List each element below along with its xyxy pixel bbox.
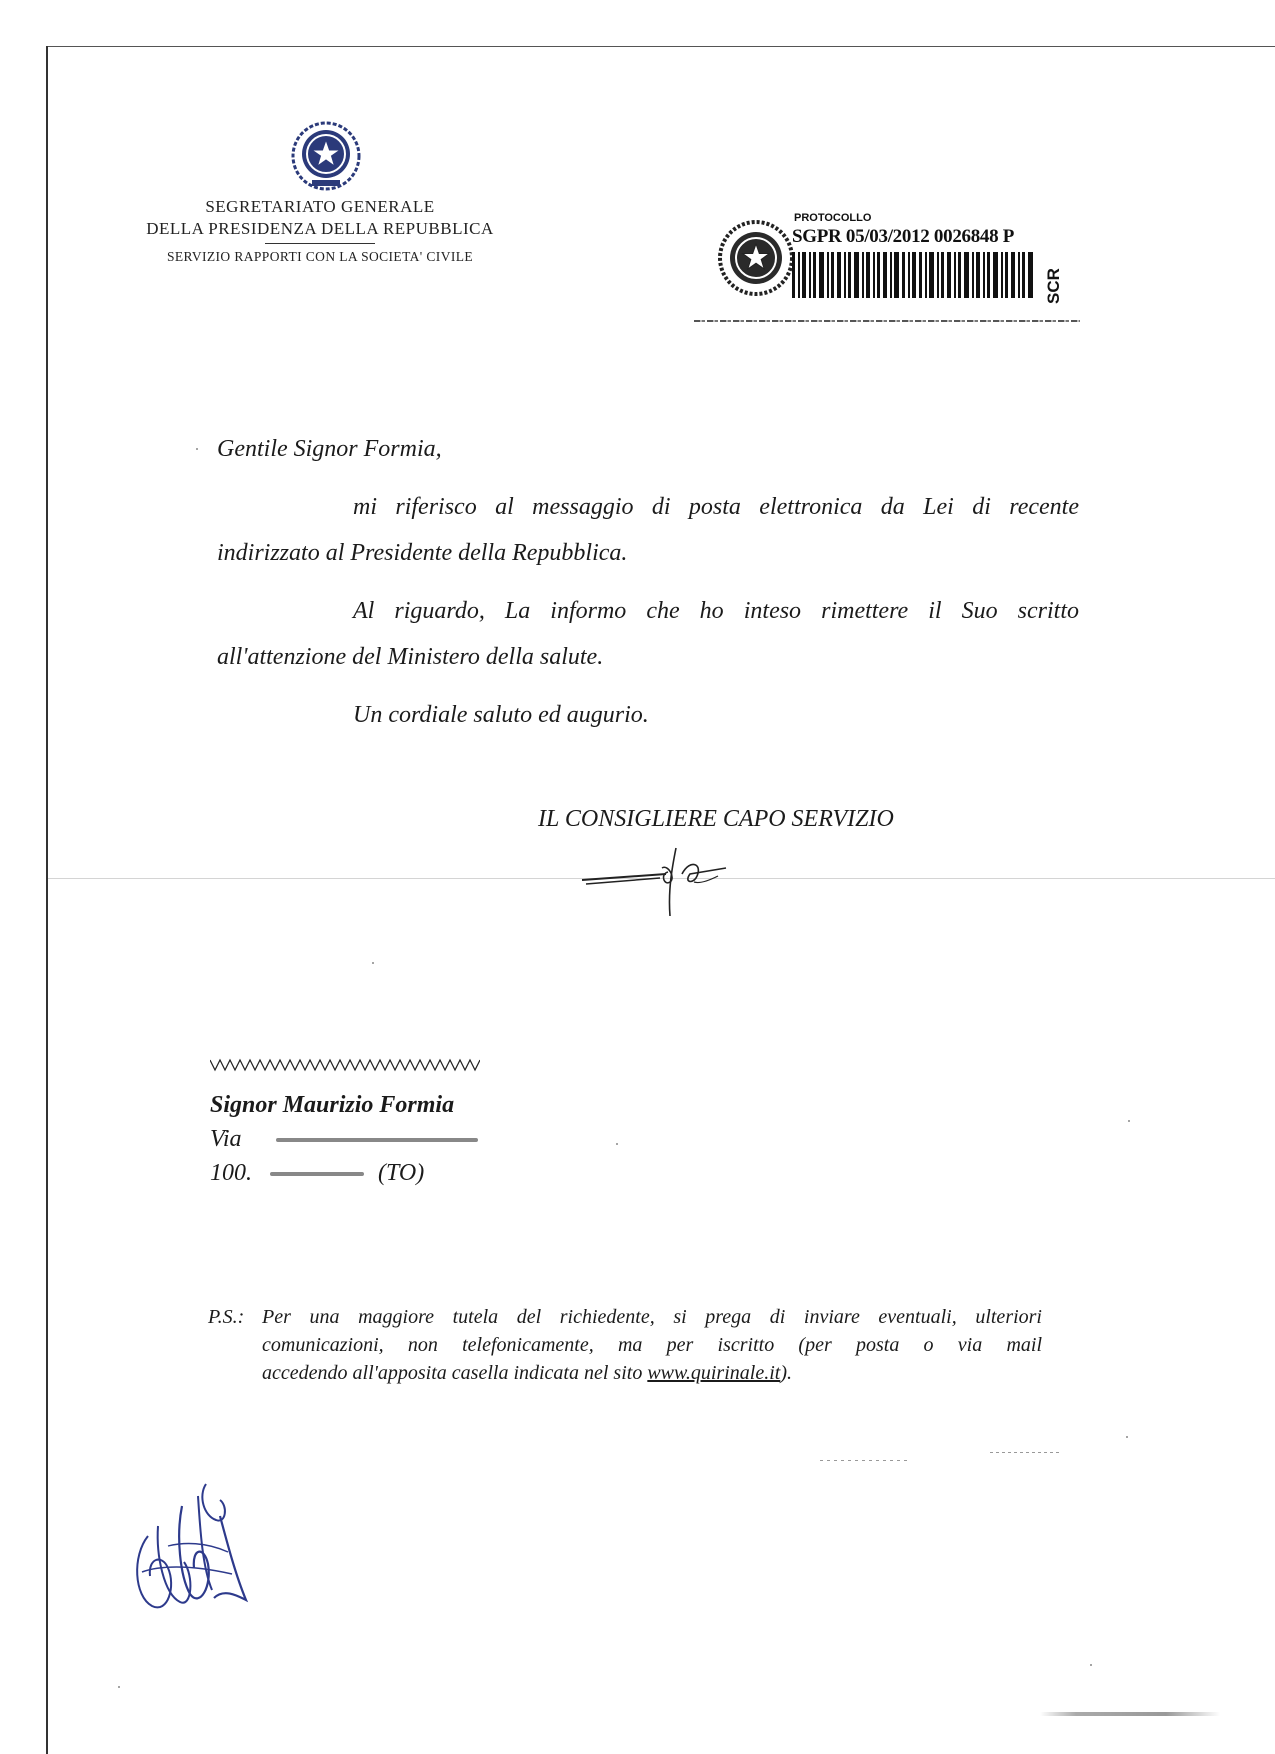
italian-republic-emblem-icon <box>288 118 364 194</box>
letterhead-line2: DELLA PRESIDENZA DELLA REPUBBLICA <box>146 219 494 238</box>
postscript-line-3-suffix: ). <box>780 1362 792 1384</box>
speck <box>196 448 198 450</box>
postscript-label: P.S.: <box>208 1306 245 1328</box>
postscript-line-1: Per una maggiore tutela del richiedente, si prega di inviare eventuali, ulteriori <box>262 1306 1042 1328</box>
salutation: Gentile Signor Formia, <box>217 436 442 462</box>
barcode <box>792 252 1034 298</box>
handwritten-initials <box>128 1476 256 1616</box>
scan-smudge <box>1040 1712 1220 1716</box>
page-border-top <box>46 46 1275 47</box>
speck <box>1126 1436 1128 1438</box>
recipient-city-prefix: 100. <box>210 1160 252 1186</box>
protocol-stamp <box>694 208 1080 324</box>
speck <box>372 962 374 964</box>
stamp-underline <box>694 320 1080 322</box>
letterhead-divider <box>265 243 375 244</box>
zigzag-separator <box>210 1058 480 1072</box>
postscript-line-3-prefix: accedendo all'apposita casella indicata nel sito <box>262 1362 648 1384</box>
paragraph-2-line-1: Al riguardo, La informo che ho inteso rimettere il Suo scritto <box>353 598 1079 624</box>
quirinale-link[interactable]: www.quirinale.it <box>647 1362 781 1384</box>
recipient-street-label: Via <box>210 1126 242 1152</box>
stamp-side-code: SCR <box>1044 268 1063 304</box>
postscript-line-3 <box>262 1362 792 1385</box>
signature <box>576 838 756 918</box>
postscript-line-2: comunicazioni, non telefonicamente, ma per iscritto (per posta o via mail <box>262 1334 1042 1356</box>
speck <box>616 1143 618 1145</box>
paragraph-2-line-2: all'attenzione del Ministero della salute. <box>217 644 604 670</box>
paragraph-1-line-1: mi riferisco al messaggio di posta elettronica da Lei di recente <box>353 494 1079 520</box>
letterhead <box>110 196 530 266</box>
closing: Un cordiale saluto ed augurio. <box>353 702 649 728</box>
speck <box>118 1686 120 1688</box>
dotted-mark <box>820 1460 910 1461</box>
recipient-province: (TO) <box>378 1160 425 1186</box>
stamp-label: PROTOCOLLO <box>794 212 872 224</box>
letterhead-line3: SERVIZIO RAPPORTI CON LA SOCIETA' CIVILE <box>166 249 474 264</box>
stamp-protocol-code: SGPR 05/03/2012 0026848 P <box>792 226 1015 247</box>
recipient-name: Signor Maurizio Formia <box>210 1092 455 1118</box>
redacted-street <box>276 1138 478 1142</box>
speck <box>1128 1120 1130 1122</box>
redacted-city <box>270 1172 364 1176</box>
dotted-mark <box>990 1452 1060 1453</box>
stamp-seal-icon <box>716 218 796 298</box>
letterhead-line1: SEGRETARIATO GENERALE <box>205 197 435 216</box>
speck <box>1090 1664 1092 1666</box>
paragraph-1-line-2: indirizzato al Presidente della Repubblica. <box>217 540 628 566</box>
page-border-left <box>46 46 48 1754</box>
signatory-title: IL CONSIGLIERE CAPO SERVIZIO <box>538 806 894 832</box>
